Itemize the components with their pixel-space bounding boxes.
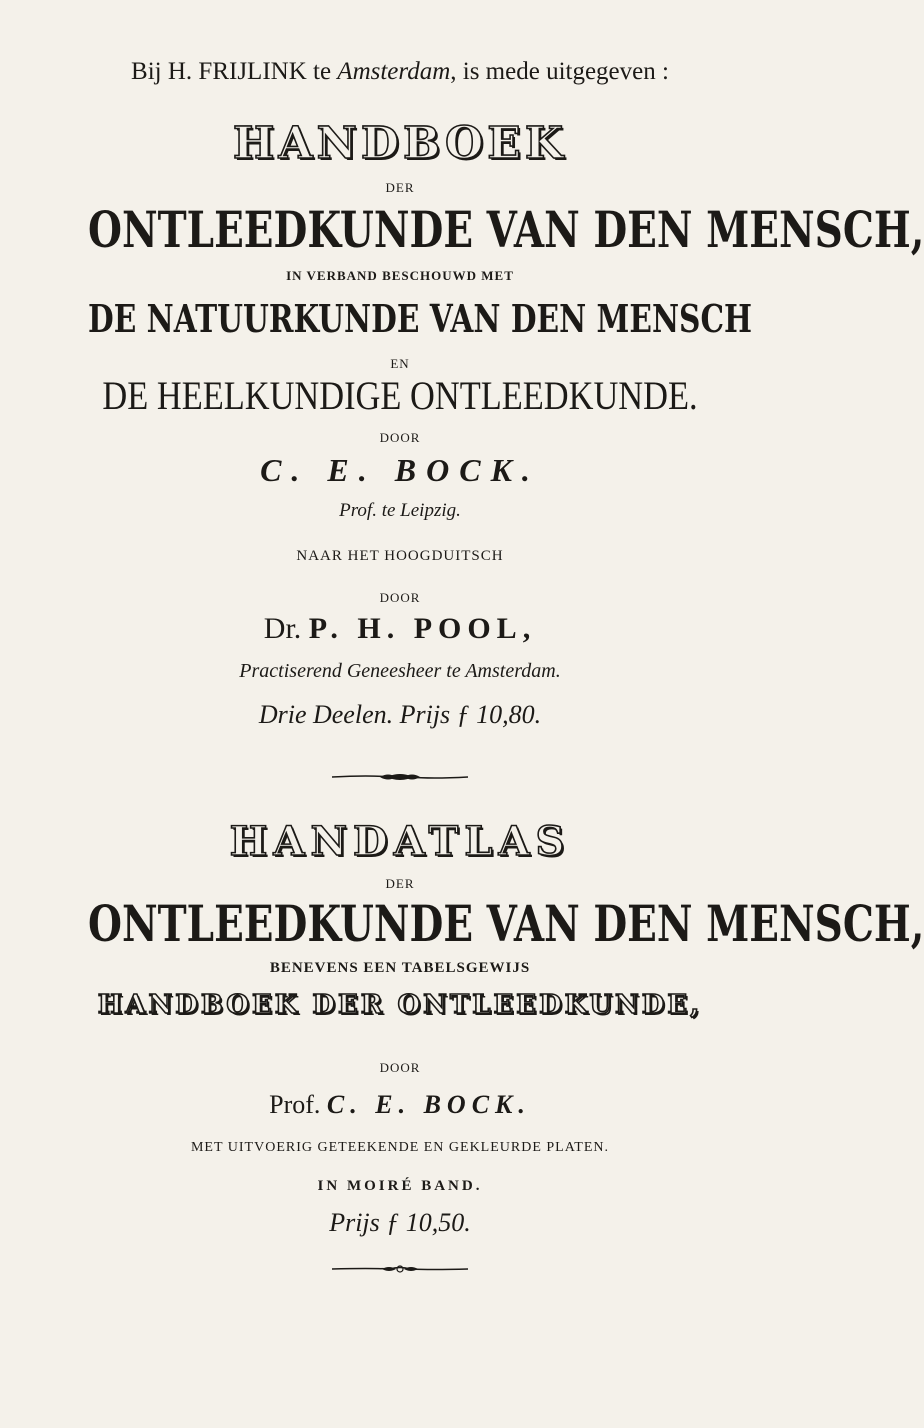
book1-author-role: Prof. te Leipzig.	[339, 500, 461, 521]
book1-translator-line	[0, 612, 800, 646]
book1-translator-role: Practiserend Geneesheer te Amsterdam.	[239, 660, 561, 682]
publisher-intro	[0, 58, 800, 86]
book1-translation: NAAR HET HOOGDUITSCH	[296, 548, 504, 564]
book1-title: HANDBOEK	[232, 118, 568, 169]
intro-prefix: Bij H. FRIJLINK te	[131, 58, 338, 85]
intro-suffix: , is mede uitgegeven :	[450, 58, 669, 85]
book2-author-prefix: Prof.	[269, 1090, 321, 1119]
book1-subject: ONTLEEDKUNDE VAN DEN MENSCH,	[88, 200, 924, 259]
book1-der: DER	[385, 180, 415, 195]
book1-door2: DOOR	[379, 590, 421, 605]
book1-subject3: DE HEELKUNDIGE ONTLEEDKUNDE.	[102, 373, 698, 418]
book2-author: C. E. BOCK.	[326, 1090, 531, 1119]
book1-subject2: DE NATUURKUNDE VAN DEN MENSCH	[88, 296, 753, 341]
book1-en: EN	[390, 356, 410, 371]
intro-city: Amsterdam	[337, 58, 451, 85]
translator-prefix: Dr.	[263, 612, 302, 645]
book2-addition: BENEVENS EEN TABELSGEWIJS	[269, 960, 531, 976]
book2-subtitle: HANDBOEK DER ONTLEEDKUNDE,	[97, 990, 703, 1020]
book1-relation: IN VERBAND BESCHOUWD MET	[286, 268, 514, 283]
book2-price: Prijs ƒ 10,50.	[329, 1208, 471, 1237]
book1-price: Drie Deelen. Prijs ƒ 10,80.	[258, 700, 542, 729]
book2-plates: MET UITVOERIG GETEEKENDE EN GEKLEURDE PLATEN.	[190, 1140, 610, 1155]
book2-subject: ONTLEEDKUNDE VAN DEN MENSCH,	[88, 894, 924, 953]
book1-door: DOOR	[379, 430, 421, 445]
book2-door: DOOR	[379, 1060, 421, 1075]
book2-title: HANDATLAS	[229, 818, 571, 865]
book2-author-line	[0, 1090, 800, 1120]
book2-binding: IN MOIRÉ BAND.	[317, 1178, 483, 1194]
translator-name: P. H. POOL,	[308, 612, 537, 645]
book1-author: C. E. BOCK.	[260, 452, 540, 488]
ornament-divider-icon	[330, 770, 470, 784]
ornament-divider-bottom-icon	[330, 1262, 470, 1276]
book2-der: DER	[385, 876, 415, 891]
